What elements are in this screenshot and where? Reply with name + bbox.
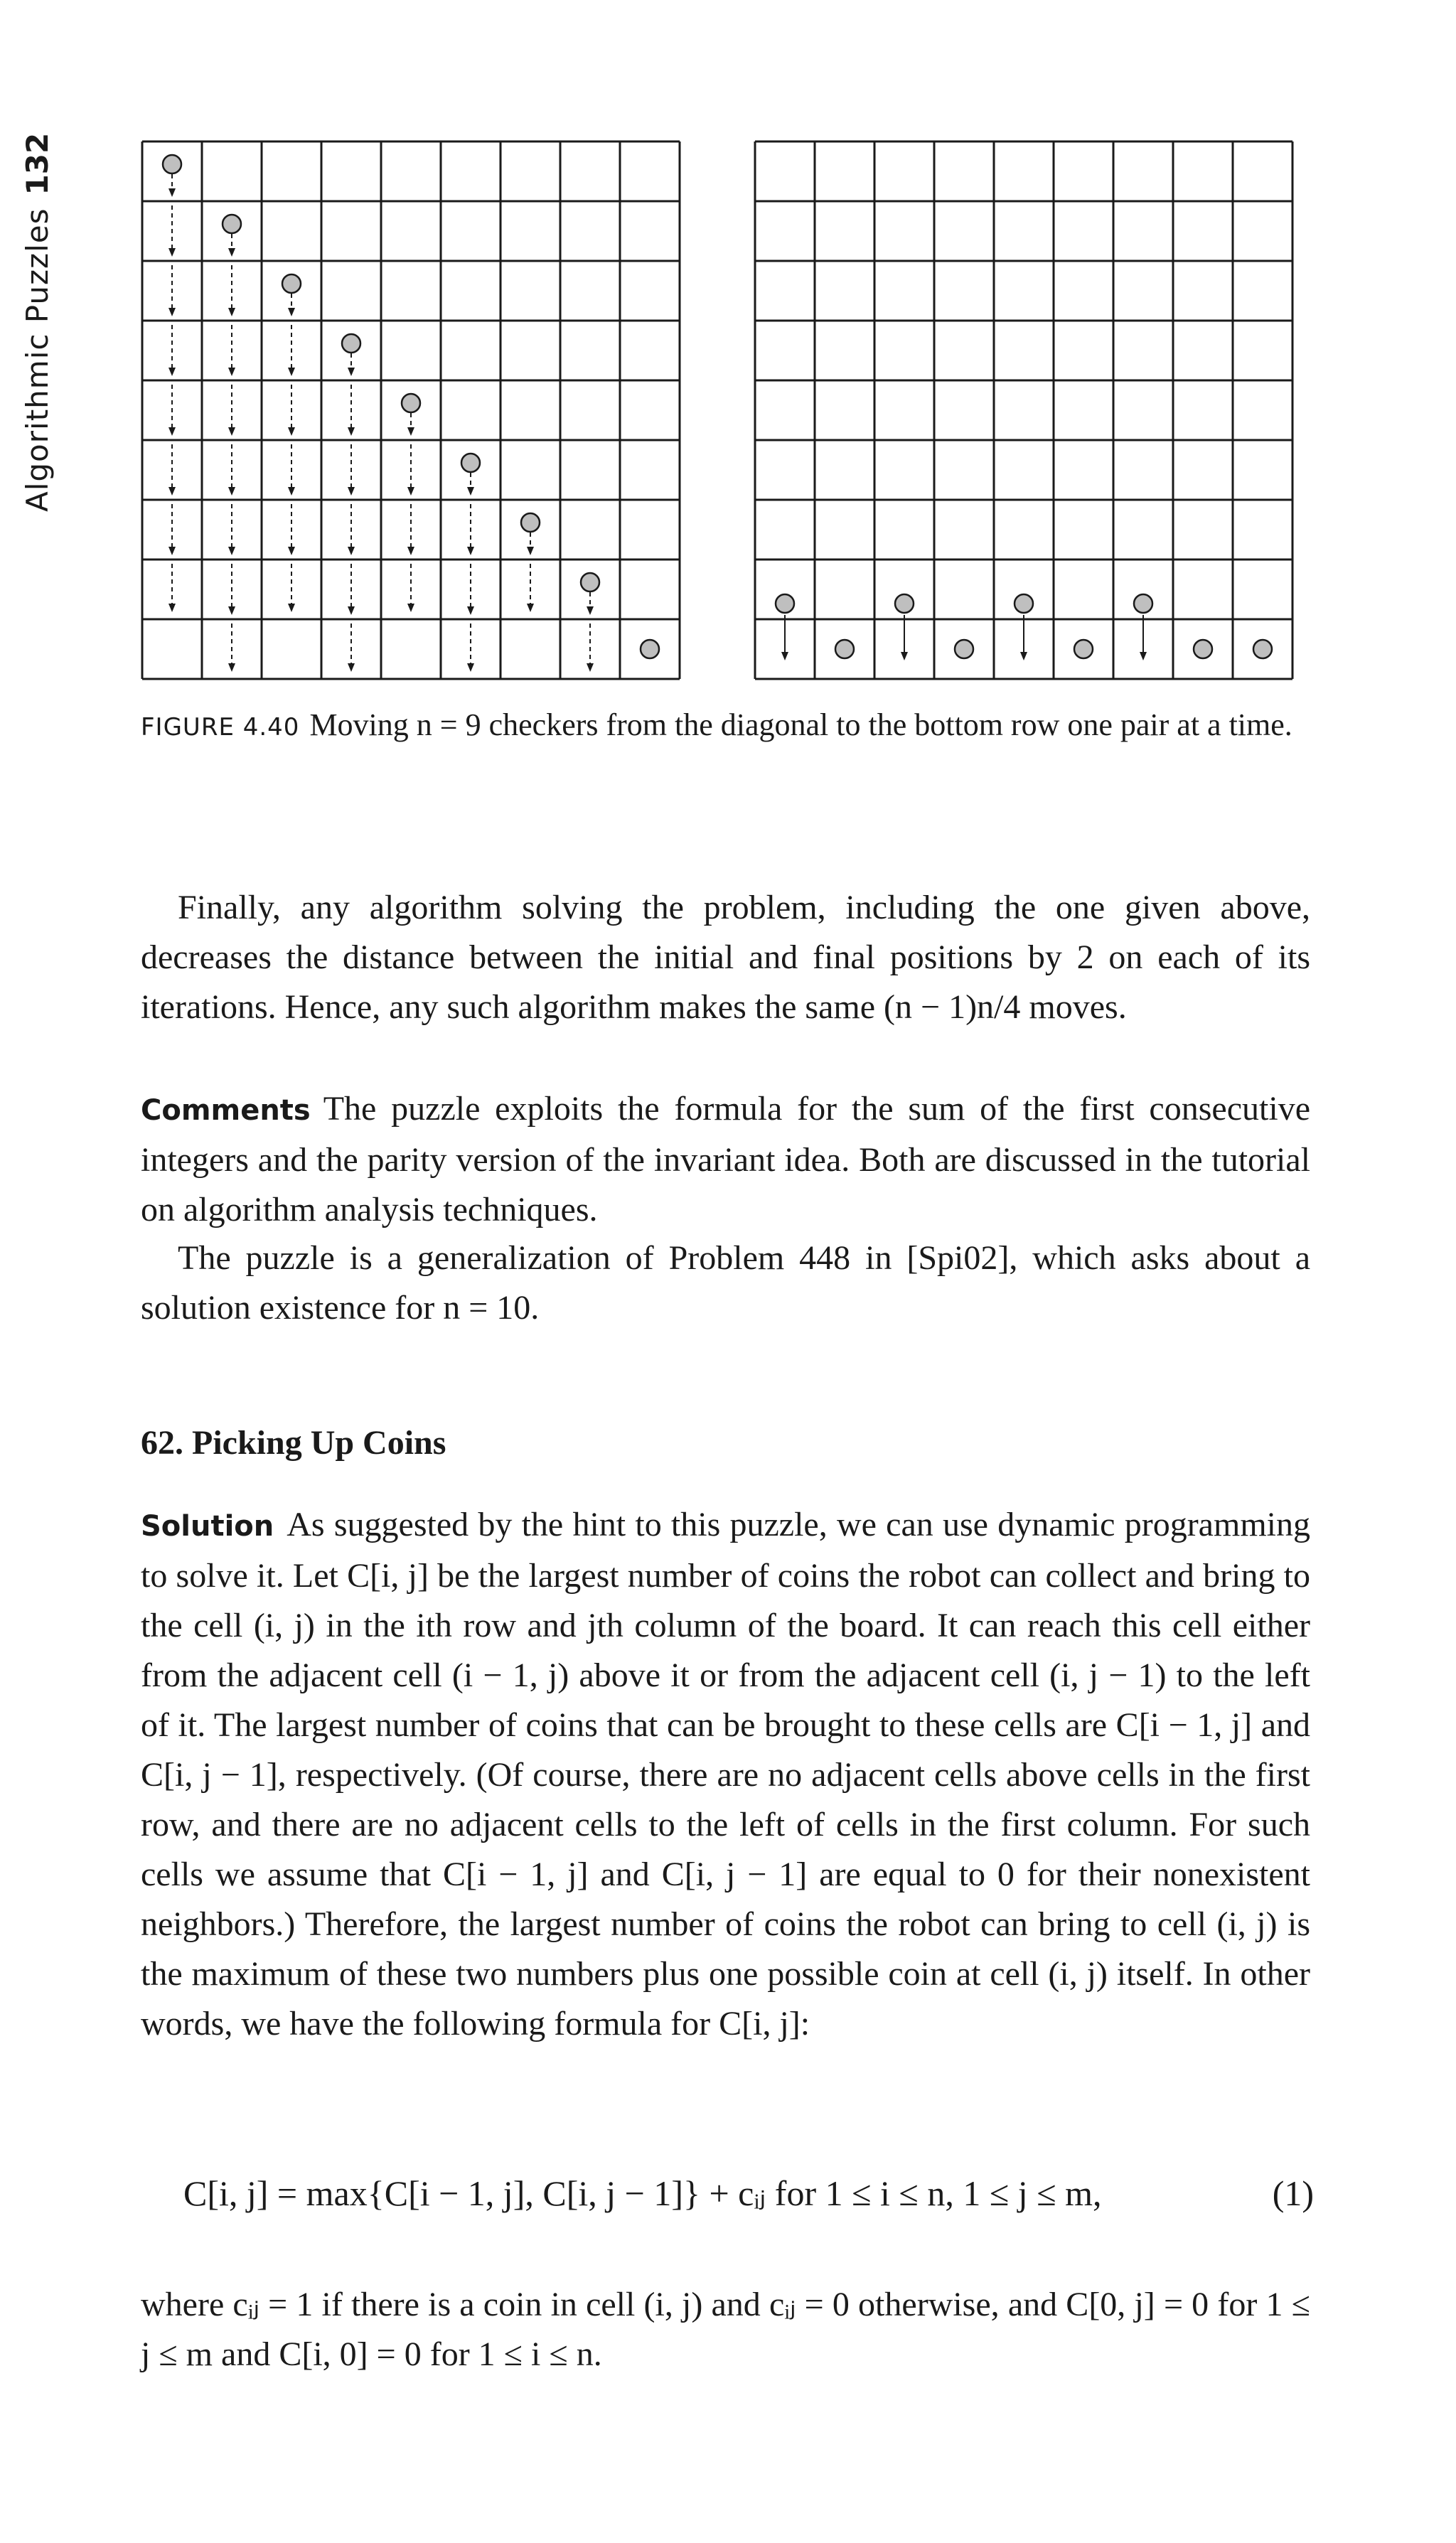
paragraph-finally [141,883,1310,1032]
move-arrowhead [228,663,235,672]
checker [1074,640,1093,658]
solution-label: Solution [141,1510,274,1543]
move-arrowhead [288,547,295,555]
move-arrowhead [348,487,355,496]
checker [835,640,854,658]
figure-caption-text: Moving n = 9 checkers from the diagonal to the bottom row one pair at a time. [309,707,1292,742]
move-arrowhead [407,604,414,612]
checker [163,155,181,173]
running-head-title: Algorithmic Puzzles [20,208,55,512]
checker [282,274,301,293]
figure-caption [141,704,1314,749]
equation-text: C[i, j] = max{C[i − 1, j], C[i, j − 1]} + cᵢⱼ for 1 ≤ i ≤ n, 1 ≤ j ≤ m, [183,2173,1102,2213]
move-arrowhead [168,427,176,436]
move-arrowhead [348,663,355,672]
move-arrowhead [1020,652,1027,660]
comments-text: The puzzle exploits the formula for the sum of the first consecutive integers and the parity version of the invariant idea. Both are discussed in the tutorial on algorithm analysis techniques. [141,1090,1310,1228]
move-arrowhead [467,606,474,615]
move-arrowhead [467,487,474,496]
move-arrowhead [407,487,414,496]
move-arrowhead [587,663,594,672]
move-arrowhead [348,368,355,376]
move-arrowhead [527,547,534,555]
checker [641,640,659,658]
checker [1015,594,1033,613]
move-arrowhead [168,308,176,316]
move-arrowhead [228,427,235,436]
figure-label: FIGURE 4.40 [141,713,300,742]
checker [1134,594,1152,613]
move-arrowhead [168,487,176,496]
move-arrowhead [1140,652,1147,660]
where-text: where cᵢⱼ = 1 if there is a coin in cell (i, j) and cᵢⱼ = 0 otherwise, and C[0, j] = 0 for 1 ≤ j ≤ m and C[i, 0] = 0 for 1 ≤ i ≤ n. [141,2286,1310,2373]
checker [955,640,973,658]
checker [776,594,794,613]
checker [521,513,540,532]
move-arrowhead [168,248,176,257]
move-arrowhead [228,308,235,316]
checker [461,454,480,472]
move-arrowhead [288,427,295,436]
figure-4-40 [141,139,1314,687]
move-arrowhead [228,248,235,257]
paragraph-comments [141,1084,1310,1235]
move-arrowhead [781,652,788,660]
move-arrowhead [348,427,355,436]
move-arrowhead [228,606,235,615]
comments-label: Comments [141,1094,311,1127]
move-arrowhead [407,547,414,555]
equation-1 [183,2168,1314,2218]
move-arrowhead [288,487,295,496]
move-arrowhead [348,606,355,615]
checker [581,573,599,591]
section-heading: 62. Picking Up Coins [141,1424,446,1462]
move-arrowhead [168,188,176,197]
checker [895,594,914,613]
checker [223,215,241,233]
move-arrowhead [168,547,176,555]
move-arrowhead [288,308,295,316]
left-board [142,141,680,679]
page-number: 132 [20,132,55,196]
move-arrowhead [467,663,474,672]
move-arrowhead [228,368,235,376]
equation-number: (1) [1272,2173,1314,2213]
move-arrowhead [168,604,176,612]
right-board [755,141,1292,679]
generalization-text: The puzzle is a generalization of Problem 448 in [Spi02], which asks about a solution existence for n = 10. [141,1239,1310,1327]
move-arrowhead [228,487,235,496]
checker [342,334,360,353]
paragraph-finally-text: Finally, any algorithm solving the problem, including the one given above, decreases the distance between the initial and final positions by 2 on each of its iterations. Hence, any such algorithm makes the same (n − 1)n/4 moves. [141,889,1310,1026]
move-arrowhead [288,604,295,612]
move-arrowhead [467,547,474,555]
move-arrowhead [527,604,534,612]
running-head [20,114,63,512]
move-arrowhead [228,547,235,555]
checker [1253,640,1272,658]
paragraph-generalization [141,1233,1310,1333]
move-arrowhead [407,427,414,436]
checker [402,394,420,412]
paragraph-where [141,2280,1310,2379]
move-arrowhead [587,606,594,615]
paragraph-solution [141,1500,1310,2049]
checker [1194,640,1212,658]
move-arrowhead [901,652,908,660]
move-arrowhead [288,368,295,376]
move-arrowhead [348,547,355,555]
solution-text: As suggested by the hint to this puzzle, we can use dynamic programming to solve it. Let C[i, j] be the largest number of coins the robot can collect and bring to the cell (i, j) in the ith row and jth column of the board. It can reach this cell either from the adjacent cell (i − 1, j) above it or from the adjacent cell (i, j − 1) to the left of it. The largest number of coins that can be brought to these cells are C[i − 1, j] and C[i, j − 1], respectively. (Of course, there are no adjacent cells above cells in the first row, and there are no adjacent cells to the left of cells in the first column. For such cells we assume that C[i − 1, j] and C[i, j − 1] are equal to 0 for their nonexistent neighbors.) Therefore, the largest number of coins the robot can bring to cell (i, j) is the maximum of these two numbers plus one possible coin at cell (i, j) itself. In other words, we have the following formula for C[i, j]: [141,1506,1310,2043]
move-arrowhead [168,368,176,376]
